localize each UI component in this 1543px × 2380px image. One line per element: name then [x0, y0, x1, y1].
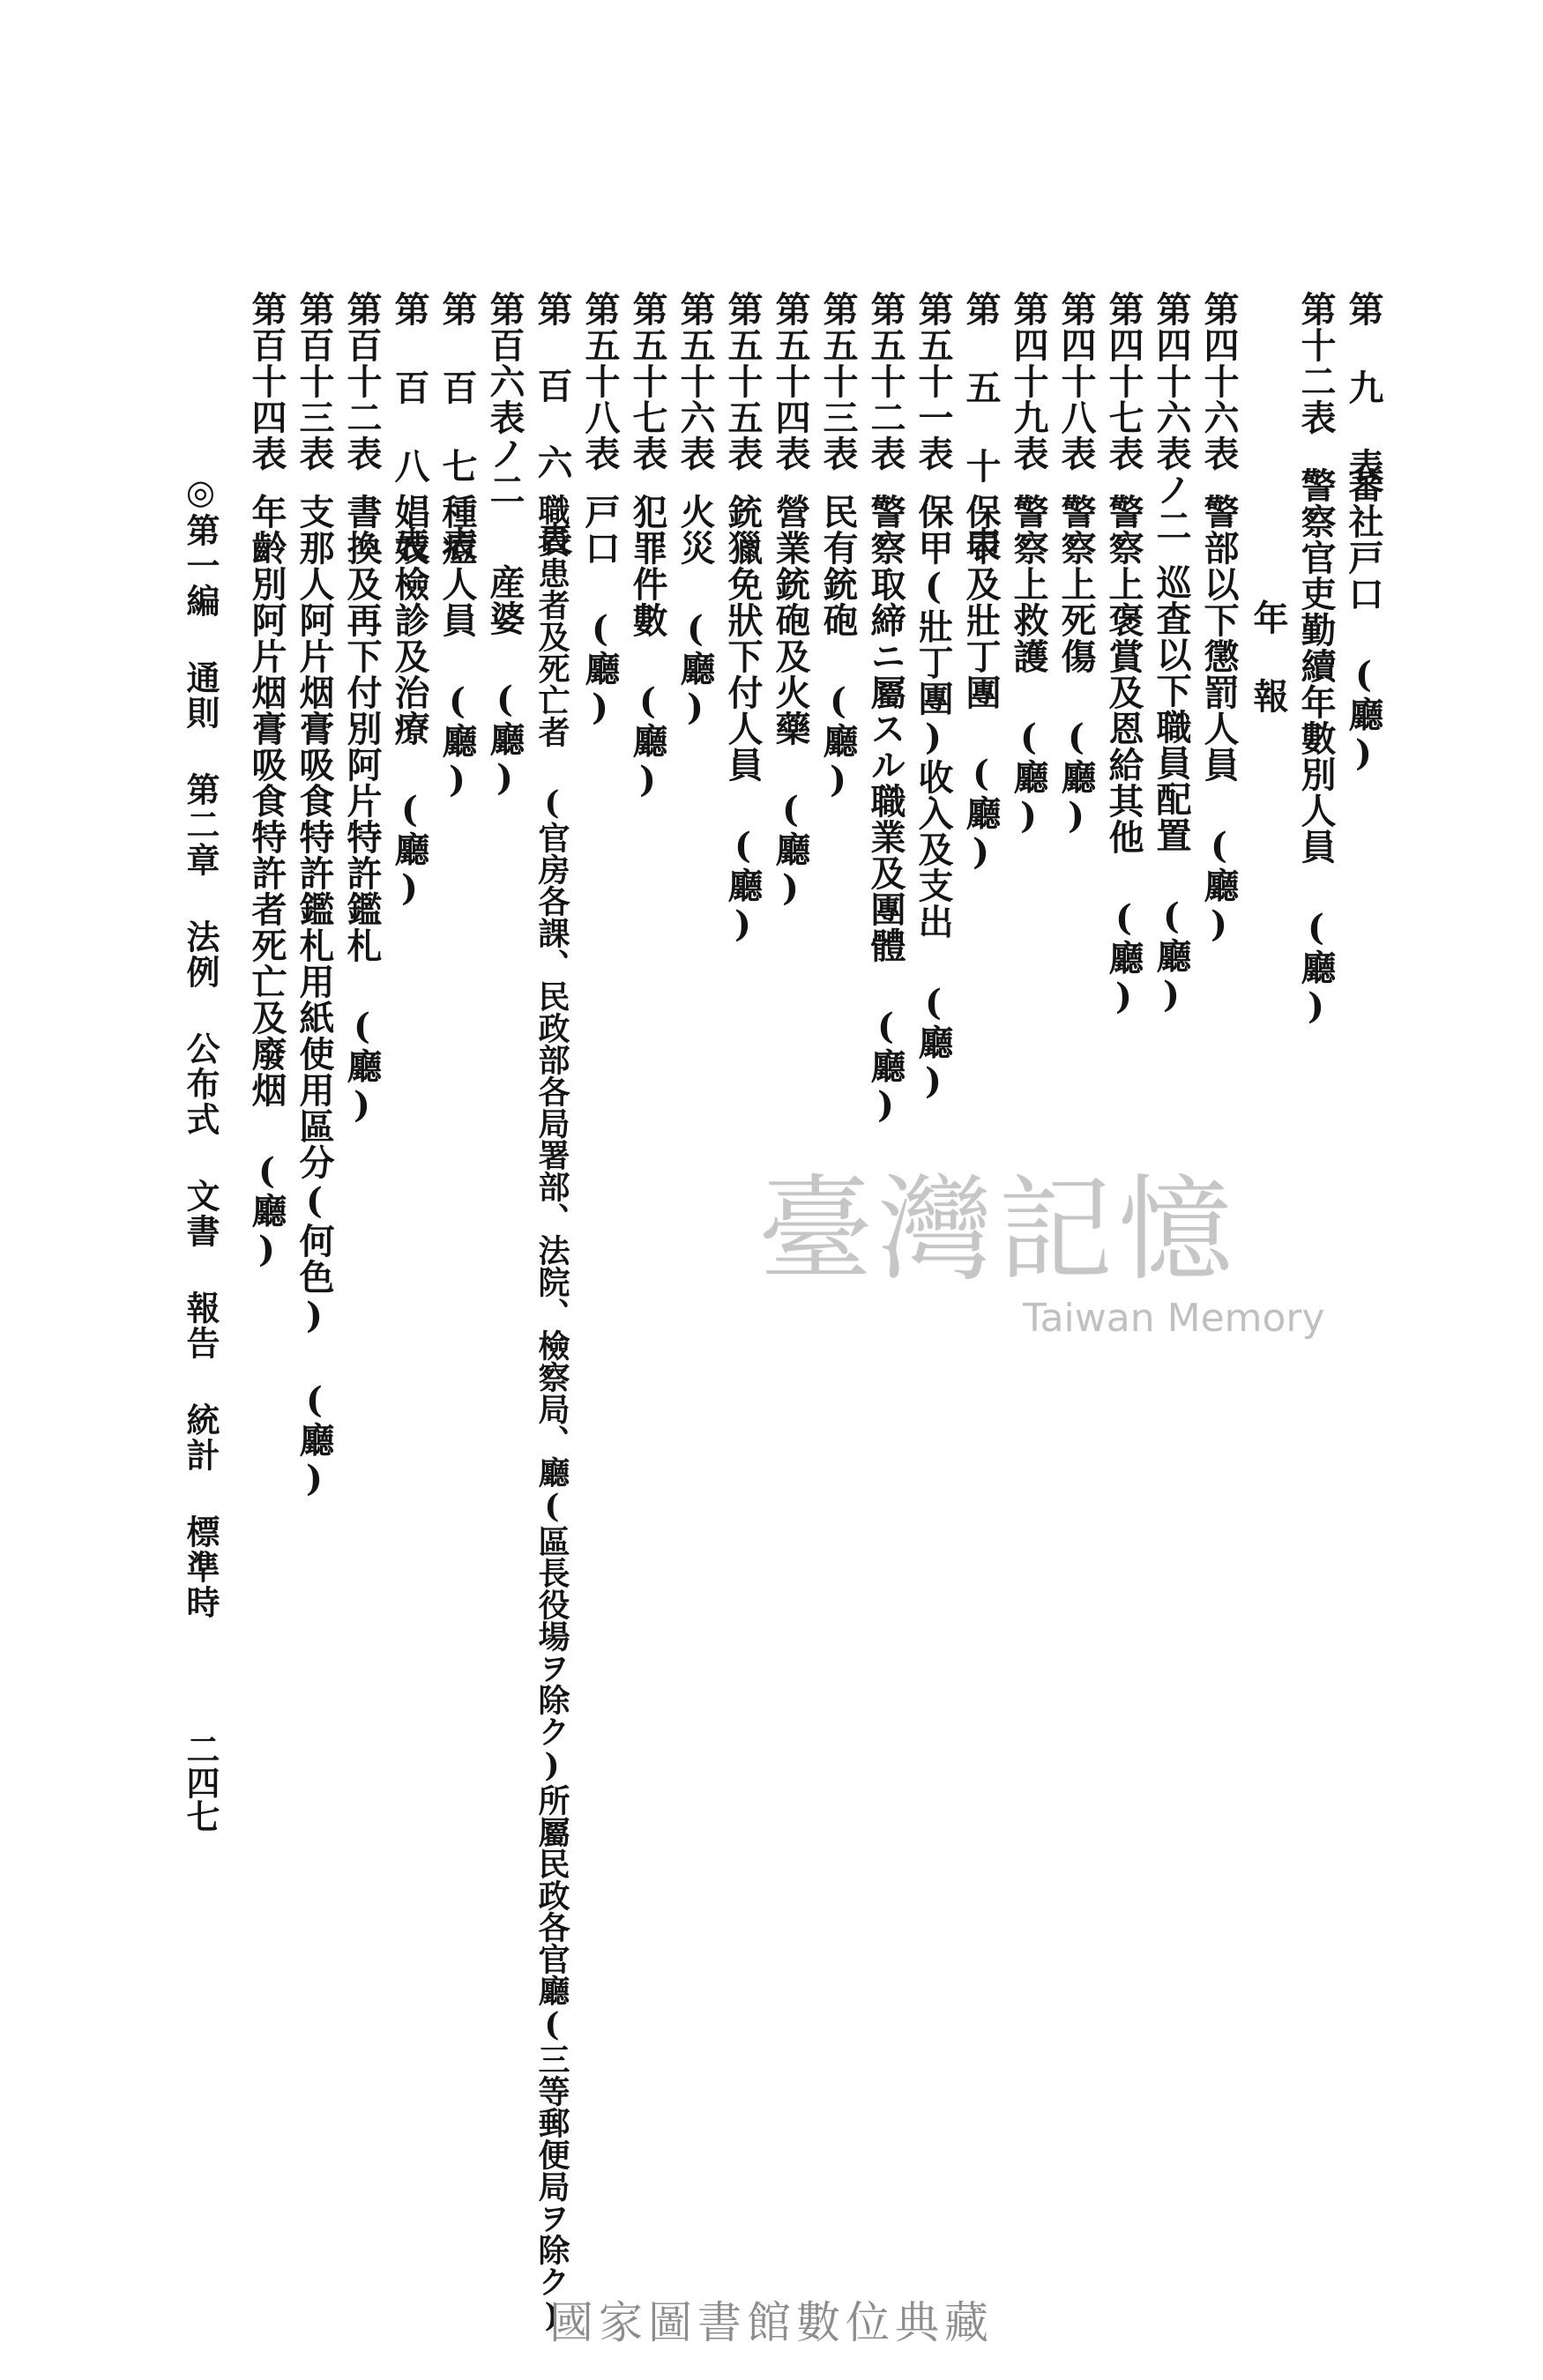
entry-12 — [1294, 291, 1337, 1028]
entry-title: 銃獵免狀下付人員 (廳) — [722, 494, 764, 946]
entry-title: 書換及再下付別阿片特許鑑札 (廳) — [341, 494, 383, 1127]
entry-title: 年齡別阿片烟膏吸食特許者死亡及廢烟 (廳) — [246, 494, 287, 1271]
entry-title: 警察取締ニ屬スル職業及團體 (廳) — [865, 494, 906, 1127]
entry-113 — [293, 291, 335, 1500]
entry-54 — [769, 291, 811, 910]
page-number: 二四七 — [181, 1732, 220, 1833]
entry-title: 保甲及壯丁團 (廳) — [960, 494, 1002, 874]
entry-48 — [1055, 291, 1097, 837]
entry-number: 第 百 六 表 — [532, 291, 573, 556]
entry-106-2 — [483, 291, 526, 800]
entry-title: 犯罪件數 (廳) — [627, 494, 668, 801]
entry-title: 警察上褒賞及恩給其他 (廳) — [1103, 494, 1144, 1018]
entry-number: 第五十二表 — [865, 291, 906, 472]
entry-title: 蕃社戸口 (廳) — [1343, 467, 1384, 775]
entry-number: 第四十六表 — [1198, 291, 1240, 472]
entry-title: 警察上救護 (廳) — [1008, 494, 1049, 837]
entry-number: 第百六表ノ二 — [484, 291, 526, 508]
entry-49 — [1007, 291, 1049, 837]
entry-number: 第五十一表 — [913, 291, 954, 472]
entry-title: 警察上死傷 (廳) — [1055, 494, 1097, 837]
entry-title: 産婆 (廳) — [484, 564, 526, 800]
entry-53 — [816, 291, 859, 801]
entry-114 — [245, 291, 287, 1271]
entry-46 — [1197, 291, 1240, 946]
entry-number: 第四十六表ノ二 — [1151, 291, 1192, 544]
entry-9 — [1342, 291, 1384, 775]
entry-number: 第四十七表 — [1103, 291, 1144, 472]
entry-title: 支那人阿片烟膏吸食特許鑑札用紙使用區分(何色) (廳) — [294, 494, 335, 1500]
entry-number: 第五十八表 — [579, 291, 621, 472]
entry-title: 火災 (廳) — [675, 494, 716, 729]
entry-number: 第五十七表 — [627, 291, 668, 472]
entry-number: 第五十三表 — [817, 291, 859, 472]
entry-number: 第 百 八 表 — [389, 291, 430, 562]
entry-title: 巡査以下職員配置 (廳) — [1151, 564, 1192, 1016]
entry-number: 第四十九表 — [1008, 291, 1049, 472]
entry-number: 第百十四表 — [246, 291, 287, 472]
entry-56 — [674, 291, 716, 729]
running-head: ◎第一編 通則 第二章 法例 公布式 文書 報告 統計 標準時 — [181, 472, 220, 1620]
entry-number: 第四十八表 — [1055, 291, 1097, 472]
entry-58 — [578, 291, 621, 729]
entry-46-2 — [1150, 291, 1192, 1016]
entry-number: 第 五 十 表 — [960, 291, 1002, 562]
entry-number: 第五十五表 — [722, 291, 764, 472]
library-footer-stamp: 國家圖書館數位典藏 — [549, 2297, 994, 2348]
entry-number: 第 九 表 — [1343, 291, 1384, 484]
entry-number: 第 百 七 表 — [436, 291, 478, 562]
entry-107 — [436, 291, 478, 801]
entry-number: 第五十六表 — [675, 291, 716, 472]
entry-title: 職員患者及死亡者 (官房各課、民政部各局署部、法院、檢察局、廳(區長役場ヲ除ク)所屬民政各官廳(三等郵便局ヲ除ク) — [533, 494, 570, 2334]
entry-title: 戸口 (廳) — [579, 494, 621, 729]
section-heading-text: 年 報 — [1248, 599, 1289, 714]
entry-title: 娼妓檢診及治療 (廳) — [389, 494, 430, 910]
entry-number: 第五十四表 — [770, 291, 811, 472]
entry-number: 第百十三表 — [294, 291, 335, 472]
entry-57 — [626, 291, 668, 801]
entry-55 — [721, 291, 764, 946]
entry-title: 警察官吏勤續年數別人員 (廳) — [1295, 467, 1337, 1028]
entry-112 — [340, 291, 383, 1127]
entry-number: 第百十二表 — [341, 291, 383, 472]
entry-number: 第十二表 — [1295, 291, 1337, 435]
taiwan-memory-watermark — [758, 1163, 1325, 1366]
entry-title: 保甲(壯丁團)收入及支出 (廳) — [913, 494, 954, 1103]
watermark-text: 臺灣記憶 — [758, 1163, 1239, 1297]
section-heading-annual — [1247, 599, 1289, 714]
entry-47 — [1102, 291, 1144, 1018]
entry-title: 警部以下懲罰人員 (廳) — [1198, 494, 1240, 946]
entry-title: 種痘人員 (廳) — [436, 494, 478, 801]
entry-106 — [531, 291, 573, 2334]
entry-51 — [912, 291, 954, 1103]
entry-title: 營業銃砲及火藥 (廳) — [770, 494, 811, 910]
entry-50 — [959, 291, 1002, 874]
entry-52 — [864, 291, 906, 1127]
entry-108 — [388, 291, 430, 910]
entry-title: 民有銃砲 (廳) — [817, 494, 859, 801]
watermark-subtitle: Taiwan Memory — [1023, 1296, 1325, 1341]
